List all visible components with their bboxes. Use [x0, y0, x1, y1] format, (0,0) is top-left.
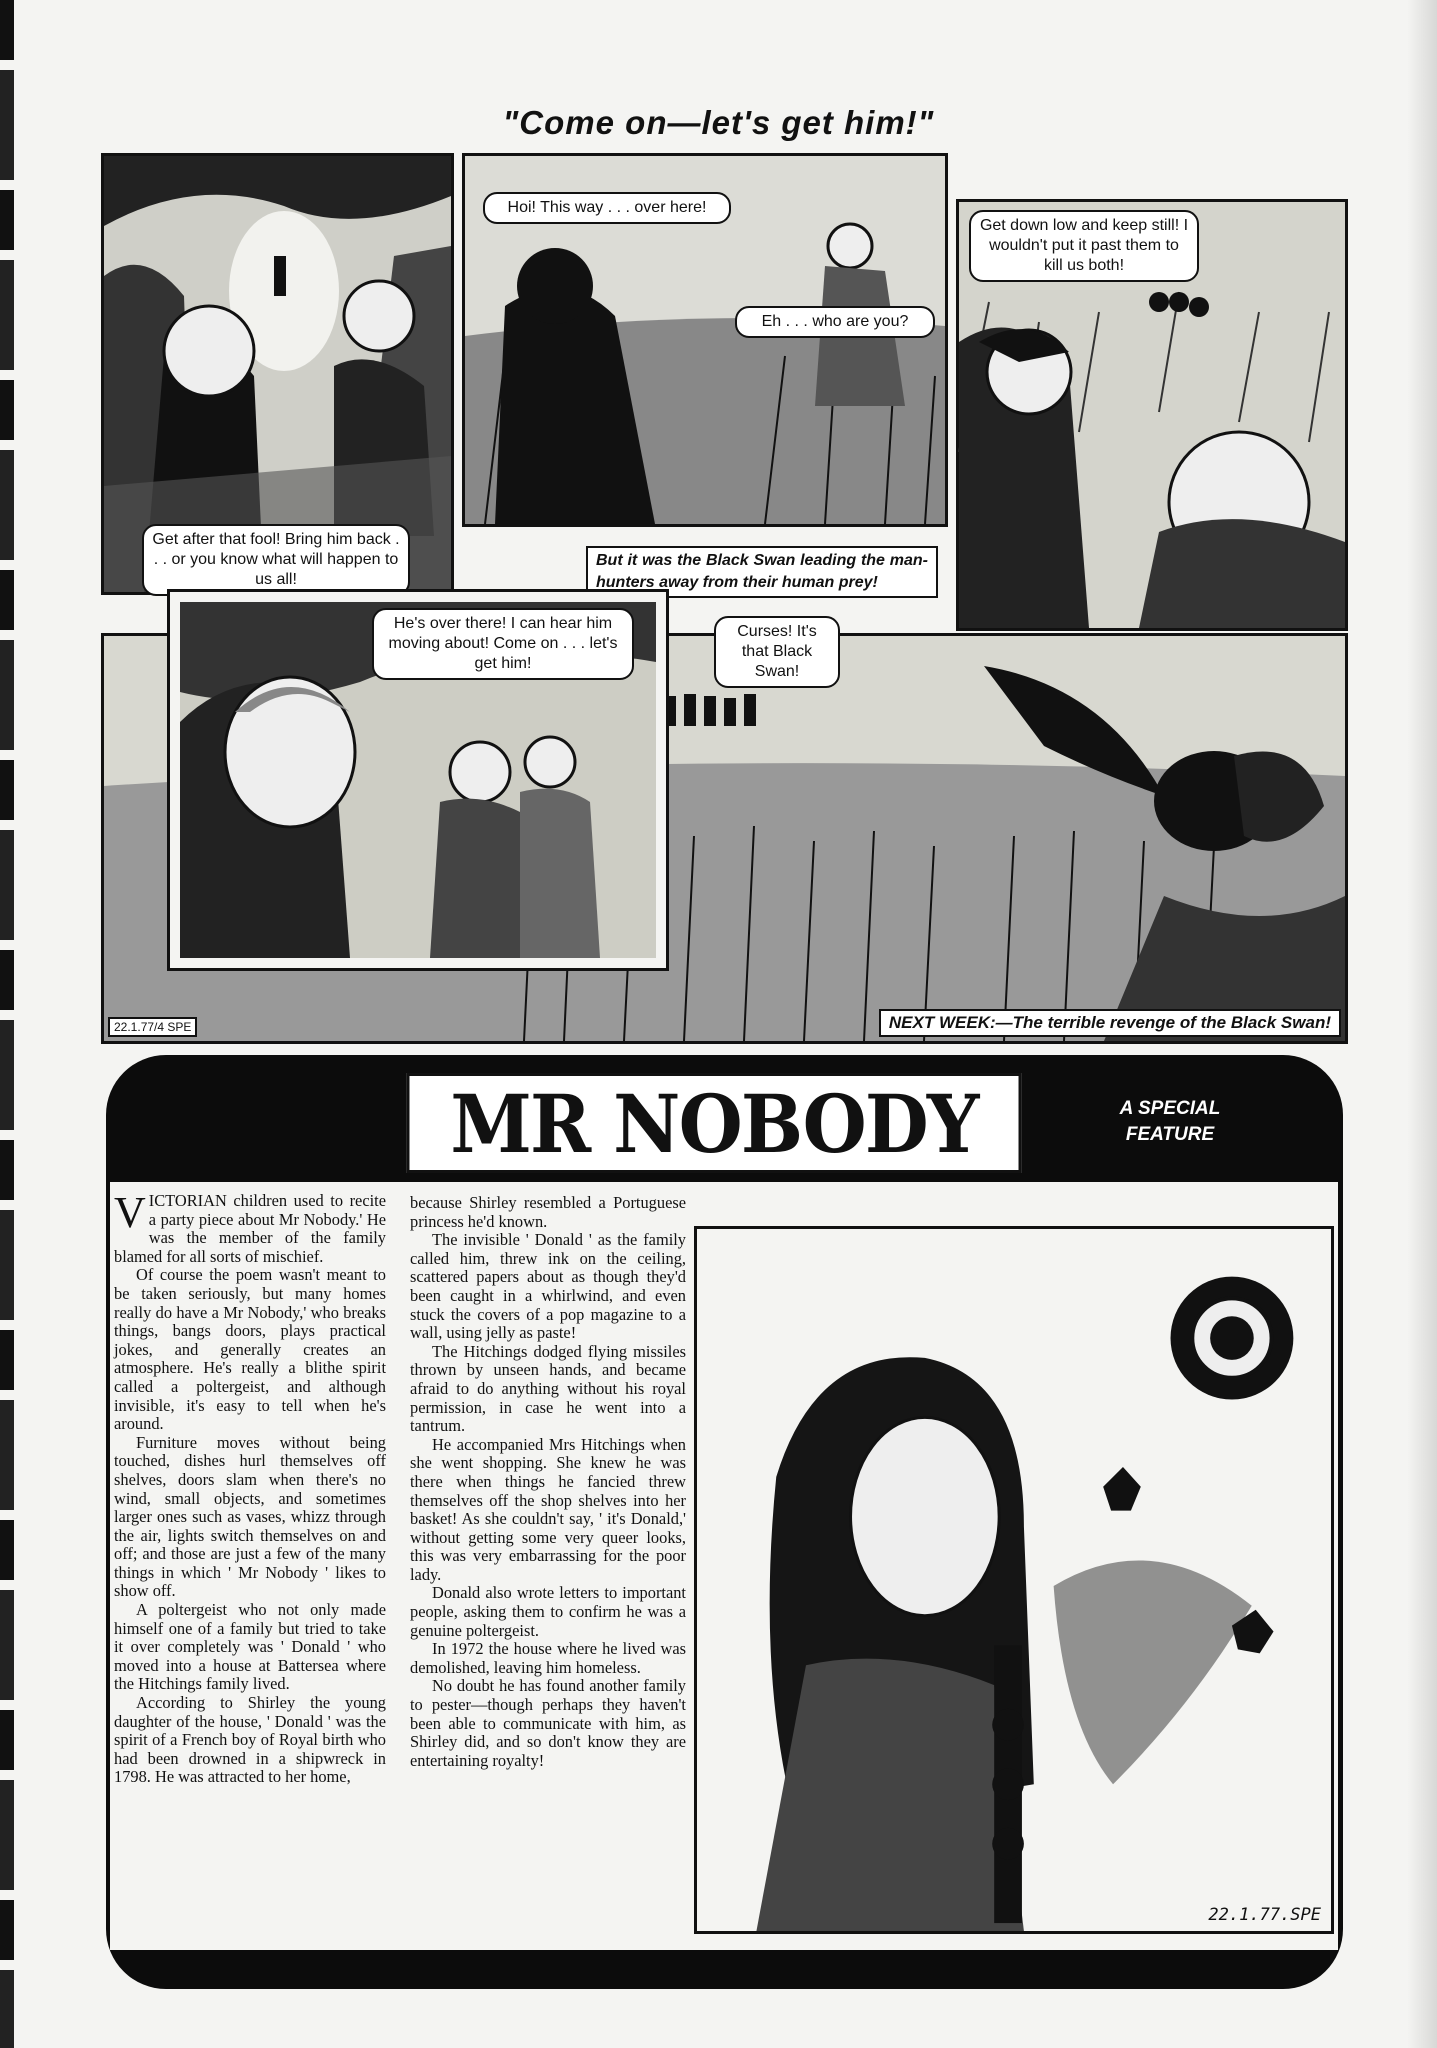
- article-paragraph: No doubt he has found another family to pester—though perhaps they haven't been able to communicate with him, as Shirley did, and so don't know they are entertaining royalty!: [410, 1676, 686, 1770]
- page-edge-right: [1407, 0, 1437, 2048]
- narration-box: But it was the Black Swan leading the man-hunters away from their human prey!: [586, 546, 938, 598]
- article-column-2: [410, 1194, 686, 1770]
- illustration-signature: 22.1.77.SPE: [1208, 1905, 1321, 1925]
- page-edge-left: [0, 0, 14, 2048]
- speech-balloon-5: Curses! It's that Black Swan!: [714, 616, 840, 688]
- article-paragraph: The Hitchings dodged flying missiles thrown by unseen hands, and became afraid to do anything without his royal permission, in case he went into a tantrum.: [410, 1341, 686, 1436]
- article-paragraph: Donald also wrote letters to important people, asking them to confirm he was a genuine poltergeist.: [410, 1583, 686, 1640]
- comic-panel-2: [462, 153, 948, 527]
- story-caption: "Come on—let's get him!": [502, 104, 935, 141]
- feature-tag-line-2: FEATURE: [1125, 1124, 1215, 1145]
- article-paragraph: Furniture moves without being touched, dishes hurl themselves off shelves, doors slam when there's no wind, small objects, and sometimes larger ones such as vases, whizz through the air, lights switch themselves on and off; and those are just a few of the many things in which ' Mr Nobody ' likes to show off.: [114, 1432, 386, 1601]
- comic-panel-3: [956, 199, 1348, 631]
- comic-panel-1: [101, 153, 454, 595]
- feature-tag: [1100, 1096, 1240, 1148]
- article-paragraph: The invisible ' Donald ' as the family called him, threw ink on the ceiling, scattered papers about as though they'd been caught in a whirlwind, and even stuck the covers of a pop magazine to a wall, using jelly as paste!: [410, 1230, 686, 1343]
- article-paragraph: Of course the poem wasn't meant to be taken seriously, but many homes really do have a Mr Nobody,' who breaks things, bangs doors, plays practical jokes, and generally creates an atmosphere. He's really a blithe spirit called a poltergeist, and although invisible, it's easy to tell when he's around.: [114, 1265, 386, 1434]
- speech-balloon-6: He's over there! I can hear him moving about! Come on . . . let's get him!: [372, 608, 634, 680]
- story-code: 22.1.77/4 SPE: [108, 1017, 197, 1037]
- article-paragraph: According to Shirley the young daughter of the house, ' Donald ' was the spirit of a French boy of Royal birth who had been drowned in a shipwreck in 1798. He was attracted to her home,: [114, 1693, 386, 1787]
- poltergeist-illustration: [694, 1226, 1334, 1934]
- article-paragraph: In 1972 the house where he lived was demolished, leaving him homeless.: [410, 1639, 686, 1677]
- speech-balloon-1: Get after that fool! Bring him back . . . or you know what will happen to us all!: [142, 524, 410, 596]
- feature-title: MR NOBODY: [407, 1073, 1022, 1173]
- feature-tag-line-1: A SPECIAL: [1119, 1098, 1221, 1119]
- article-paragraph: He accompanied Mrs Hitchings when she went shopping. She knew he was there when things he fancied threw themselves off the shop shelves into her basket! As she couldn't say, ' it's Donald,' without getting some very queer looks, this was very embarrassing for the poor lady.: [410, 1434, 686, 1584]
- article-paragraph: A poltergeist who not only made himself one of a family but tried to take it over completely was ' Donald ' who moved into a house at Battersea where the Hitchings family lived.: [114, 1600, 386, 1694]
- speech-balloon-4: Get down low and keep still! I wouldn't put it past them to kill us both!: [969, 210, 1199, 282]
- article-paragraph: because Shirley resembled a Portuguese princess he'd known.: [410, 1193, 686, 1231]
- drop-cap: V: [114, 1188, 146, 1237]
- comic-panel-5: [170, 592, 666, 968]
- article-paragraph: VICTORIAN children used to recite a party piece about Mr Nobody.' He was the member of the family blamed for all sorts of mischief.: [114, 1188, 386, 1266]
- article-column-1: [114, 1188, 386, 1787]
- speech-balloon-2: Hoi! This way . . . over here!: [483, 192, 731, 224]
- next-week-box: NEXT WEEK:—The terrible revenge of the Black Swan!: [879, 1009, 1341, 1037]
- girl-and-vase-drawing: [697, 1229, 1331, 1931]
- speech-balloon-3: Eh . . . who are you?: [735, 306, 935, 338]
